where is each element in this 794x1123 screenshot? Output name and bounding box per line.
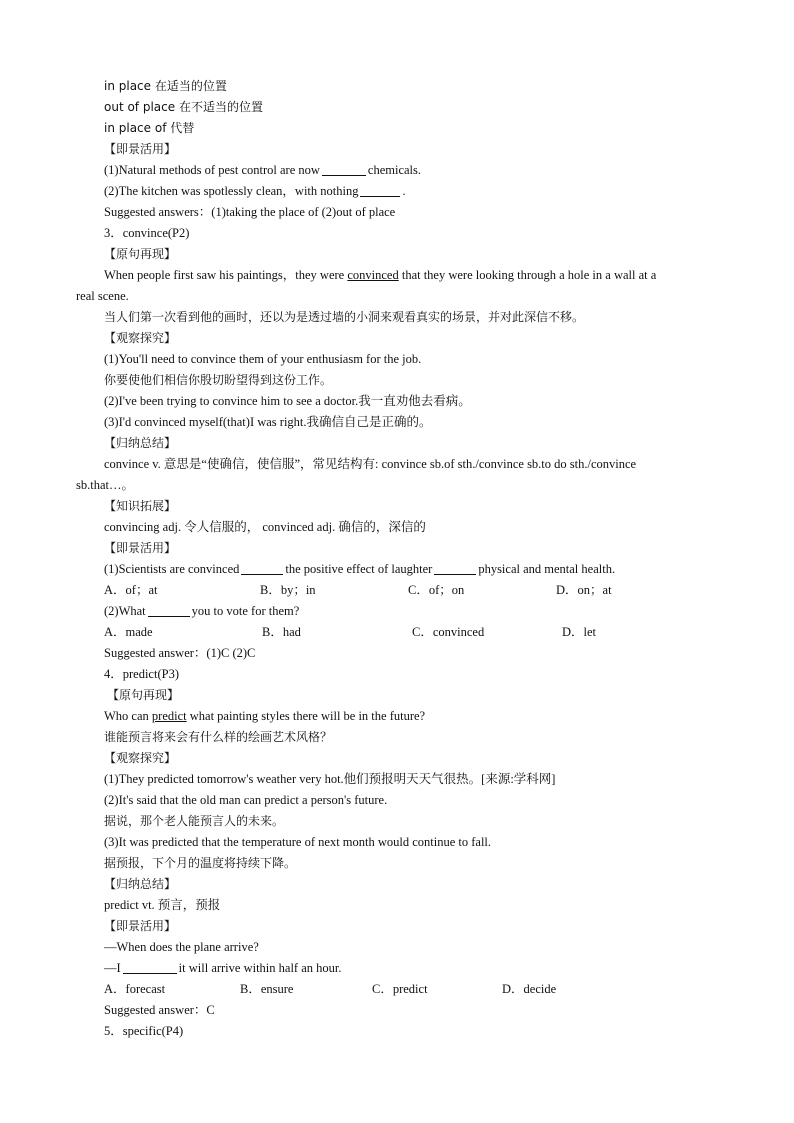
option-d[interactable]: D．on；at	[556, 583, 612, 597]
question-text: (1)Natural methods of pest control are now	[104, 163, 320, 177]
suggested-answer: Suggested answer：(1)C (2)C	[104, 646, 256, 660]
example-translation: 据说，那个老人能预言人的未来。	[104, 814, 285, 828]
option-a[interactable]: A．of；at	[104, 583, 158, 597]
exercise-question	[104, 160, 421, 181]
phrase-in-place: in place 在适当的位置	[104, 79, 227, 93]
suggested-answer: Suggested answers：(1)taking the place of (2)out of place	[104, 205, 396, 219]
apply-header: 【即景活用】	[104, 142, 177, 156]
example-sentence: (1)They predicted tomorrow's weather very hot.他们预报明天天气很热。[来源:学科网]	[104, 772, 556, 786]
original-sentence-header: 【原句再现】	[107, 688, 180, 702]
answer-blank[interactable]	[360, 183, 400, 197]
example-translation: 你要使他们相信你殷切盼望得到这份工作。	[104, 373, 333, 387]
sentence-text: Who can	[104, 709, 152, 723]
keyword-underlined: convinced	[347, 268, 399, 282]
sentence-text: that they were looking through a hole in a wall at a	[398, 268, 657, 282]
option-a[interactable]: A．forecast	[104, 982, 166, 996]
question-text: (2)What	[104, 604, 146, 618]
question-text: the positive effect of laughter	[285, 562, 433, 576]
apply-header: 【即景活用】	[104, 919, 177, 933]
phrase-in-place-of: in place of 代替	[104, 121, 195, 135]
dialogue-text: it will arrive within half an hour.	[178, 961, 342, 975]
example-sentence: (3)I'd convinced myself(that)I was right.我确信自己是正确的。	[104, 415, 432, 429]
option-a[interactable]: A．made	[104, 625, 153, 639]
dialogue-text: —I	[104, 961, 121, 975]
exercise-question	[104, 601, 299, 622]
option-c[interactable]: C．predict	[372, 982, 428, 996]
explore-header: 【观察探究】	[104, 331, 177, 345]
example-sentence: (1)You'll need to convince them of your enthusiasm for the job.	[104, 352, 422, 366]
answer-blank[interactable]	[434, 561, 476, 575]
question-text: .	[402, 184, 406, 198]
summary-line: convince v. 意思是“使确信，使信服”，常见结构有: convince sb.of sth./convince sb.to do sth./convince	[104, 457, 637, 471]
dialogue-line	[104, 958, 341, 979]
answer-blank[interactable]	[148, 603, 190, 617]
question-text: (2)The kitchen was spotlessly clean，with nothing	[104, 184, 359, 198]
example-translation: 据预报，下个月的温度将持续下降。	[104, 856, 297, 870]
summary-line-cont: sb.that…。	[76, 478, 134, 492]
example-sentence: (2)I've been trying to convince him to see a doctor.我一直劝他去看病。	[104, 394, 471, 408]
explore-header: 【观察探究】	[104, 751, 177, 765]
original-sentence	[104, 706, 425, 727]
summary-header: 【归纳总结】	[104, 436, 177, 450]
answer-blank[interactable]	[241, 561, 283, 575]
section-heading-specific: 5．specific(P4)	[104, 1024, 184, 1038]
original-sentence	[104, 265, 656, 286]
option-c[interactable]: C．of；on	[408, 583, 465, 597]
option-b[interactable]: B．ensure	[240, 982, 294, 996]
exercise-question	[104, 181, 406, 202]
original-sentence-cont: real scene.	[76, 289, 129, 303]
extension-line: convincing adj. 令人信服的， convinced adj. 确信的，深信的	[104, 520, 426, 534]
example-sentence: (3)It was predicted that the temperature of next month would continue to fall.	[104, 835, 492, 849]
option-b[interactable]: B．had	[262, 625, 301, 639]
original-sentence-header: 【原句再现】	[104, 247, 177, 261]
sentence-text: When people first saw his paintings，they were	[104, 268, 348, 282]
question-text: you to vote for them?	[191, 604, 300, 618]
question-text: physical and mental health.	[478, 562, 616, 576]
answer-blank[interactable]	[322, 162, 366, 176]
extension-header: 【知识拓展】	[104, 499, 177, 513]
summary-line: predict vt. 预言，预报	[104, 898, 221, 912]
original-sentence-translation: 当人们第一次看到他的画时，还以为是透过墙的小洞来观看真实的场景，并对此深信不移。	[104, 310, 585, 324]
question-text: (1)Scientists are convinced	[104, 562, 240, 576]
phrase-out-of-place: out of place 在不适当的位置	[104, 100, 263, 114]
section-heading-convince: 3．convince(P2)	[104, 226, 190, 240]
apply-header: 【即景活用】	[104, 541, 177, 555]
dialogue-line: —When does the plane arrive?	[104, 940, 259, 954]
section-heading-predict: 4．predict(P3)	[104, 667, 179, 681]
example-sentence: (2)It's said that the old man can predict a person's future.	[104, 793, 388, 807]
keyword-underlined: predict	[151, 709, 187, 723]
option-b[interactable]: B．by；in	[260, 583, 316, 597]
suggested-answer: Suggested answer：C	[104, 1003, 215, 1017]
question-text: chemicals.	[367, 163, 422, 177]
exercise-question	[104, 559, 615, 580]
option-c[interactable]: C．convinced	[412, 625, 485, 639]
sentence-text: what painting styles there will be in the future?	[186, 709, 426, 723]
option-d[interactable]: D．decide	[502, 982, 557, 996]
summary-header: 【归纳总结】	[104, 877, 177, 891]
option-d[interactable]: D．let	[562, 625, 597, 639]
original-sentence-translation: 谁能预言将来会有什么样的绘画艺术风格？	[104, 730, 333, 744]
answer-blank[interactable]	[123, 960, 177, 974]
